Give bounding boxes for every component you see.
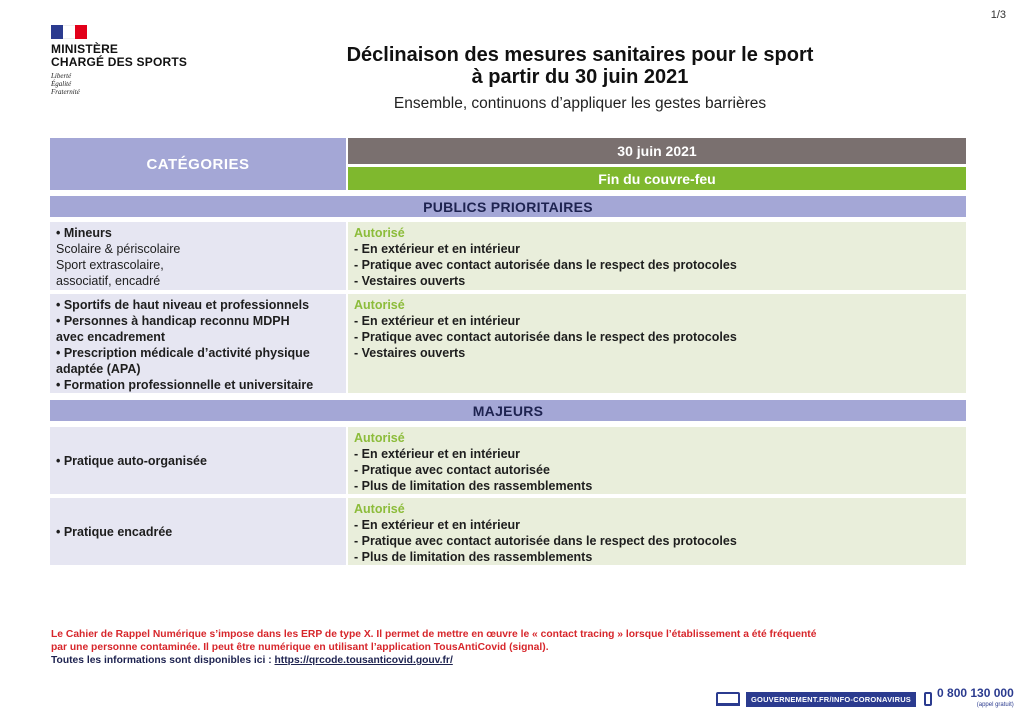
footer-note bbox=[51, 628, 931, 667]
hotline-number bbox=[937, 687, 1014, 711]
table-row bbox=[50, 294, 966, 393]
row-measures bbox=[348, 294, 966, 393]
note-line-2: par une personne contaminée. Il peut être numérique en utilisant l’application TousAntiCovid (signal). bbox=[51, 642, 549, 653]
status-label: Autorisé bbox=[354, 431, 405, 445]
measure-item: - Plus de limitation des rassemblements bbox=[354, 550, 593, 564]
phone-number: 0 800 130 000 bbox=[937, 686, 1014, 700]
motto-liberte: Liberté bbox=[51, 72, 72, 80]
note-line-1: Le Cahier de Rappel Numérique s’impose dans les ERP de type X. Il permet de mettre en œuvre le « contact tracing » lorsque l’établissement a été fréquenté bbox=[51, 629, 817, 640]
info-line bbox=[51, 654, 931, 667]
row-measures bbox=[348, 222, 966, 290]
measure-item: - Vestaires ouverts bbox=[354, 346, 466, 360]
government-info-banner bbox=[716, 687, 1014, 711]
info-prefix: Toutes les informations sont disponibles ici : bbox=[51, 655, 275, 666]
page-subtitle: Ensemble, continuons d’appliquer les gestes barrières bbox=[393, 95, 767, 112]
category-line: • Sportifs de haut niveau et professionnels bbox=[56, 298, 310, 312]
ministry-logo bbox=[51, 25, 211, 96]
section-header-majeurs: MAJEURS bbox=[50, 400, 966, 421]
table-row bbox=[50, 498, 966, 565]
measure-item: - Pratique avec contact autorisée bbox=[354, 463, 550, 477]
measure-item: - Vestaires ouverts bbox=[354, 274, 466, 288]
category-line: • Pratique auto-organisée bbox=[56, 453, 207, 468]
phone-icon bbox=[924, 692, 932, 706]
page-number: 1/3 bbox=[990, 9, 1006, 21]
row-measures bbox=[348, 427, 966, 494]
status-label: Autorisé bbox=[354, 226, 405, 240]
measure-item: - En extérieur et en intérieur bbox=[354, 314, 521, 328]
row-category bbox=[50, 427, 346, 494]
measure-item: - Pratique avec contact autorisée dans le respect des protocoles bbox=[354, 330, 737, 344]
category-line: Sport extrascolaire, bbox=[56, 258, 164, 272]
category-line: • Mineurs bbox=[56, 226, 112, 240]
category-line: associatif, encadré bbox=[56, 274, 161, 288]
categories-header: CATÉGORIES bbox=[50, 138, 346, 190]
logo-line-1: MINISTÈRE bbox=[51, 42, 119, 56]
row-category bbox=[50, 294, 346, 393]
page-title-line-2: à partir du 30 juin 2021 bbox=[471, 66, 689, 88]
measure-item: - En extérieur et en intérieur bbox=[354, 518, 521, 532]
row-category bbox=[50, 222, 346, 290]
category-line: • Formation professionnelle et universitaire bbox=[56, 378, 314, 392]
french-flag-icon bbox=[51, 25, 87, 39]
category-line: • Prescription médicale d’activité physique bbox=[56, 346, 310, 360]
phone-note: (appel gratuit) bbox=[976, 702, 1014, 708]
table-row bbox=[50, 427, 966, 494]
category-line: • Pratique encadrée bbox=[56, 524, 173, 539]
category-line: adaptée (APA) bbox=[56, 362, 141, 376]
section-header-publics-prioritaires: PUBLICS PRIORITAIRES bbox=[50, 196, 966, 217]
table-row bbox=[50, 222, 966, 290]
row-category bbox=[50, 498, 346, 565]
laptop-icon bbox=[716, 692, 740, 706]
category-line: Scolaire & périscolaire bbox=[56, 242, 181, 256]
status-label: Autorisé bbox=[354, 502, 405, 516]
motto-egalite: Égalité bbox=[51, 80, 72, 88]
motto-fraternite: Fraternité bbox=[51, 88, 80, 96]
measure-item: - Pratique avec contact autorisée dans le respect des protocoles bbox=[354, 534, 737, 548]
gov-coronavirus-badge[interactable]: GOUVERNEMENT.FR/INFO-CORONAVIRUS bbox=[746, 692, 916, 707]
category-line: avec encadrement bbox=[56, 330, 166, 344]
curfew-header: Fin du couvre-feu bbox=[348, 167, 966, 190]
tousanticovid-link[interactable]: https://qrcode.tousanticovid.gouv.fr/ bbox=[274, 655, 453, 666]
measure-item: - En extérieur et en intérieur bbox=[354, 242, 521, 256]
logo-line-2: CHARGÉ DES SPORTS bbox=[51, 55, 188, 69]
date-header: 30 juin 2021 bbox=[348, 138, 966, 164]
page-header bbox=[250, 44, 910, 113]
measure-item: - En extérieur et en intérieur bbox=[354, 447, 521, 461]
status-label: Autorisé bbox=[354, 298, 405, 312]
measure-item: - Pratique avec contact autorisée dans le respect des protocoles bbox=[354, 258, 737, 272]
category-line: • Personnes à handicap reconnu MDPH bbox=[56, 314, 290, 328]
row-measures bbox=[348, 498, 966, 565]
logo-motto bbox=[51, 72, 211, 96]
measure-item: - Plus de limitation des rassemblements bbox=[354, 479, 593, 493]
page-title-line-1: Déclinaison des mesures sanitaires pour le sport bbox=[346, 44, 814, 66]
